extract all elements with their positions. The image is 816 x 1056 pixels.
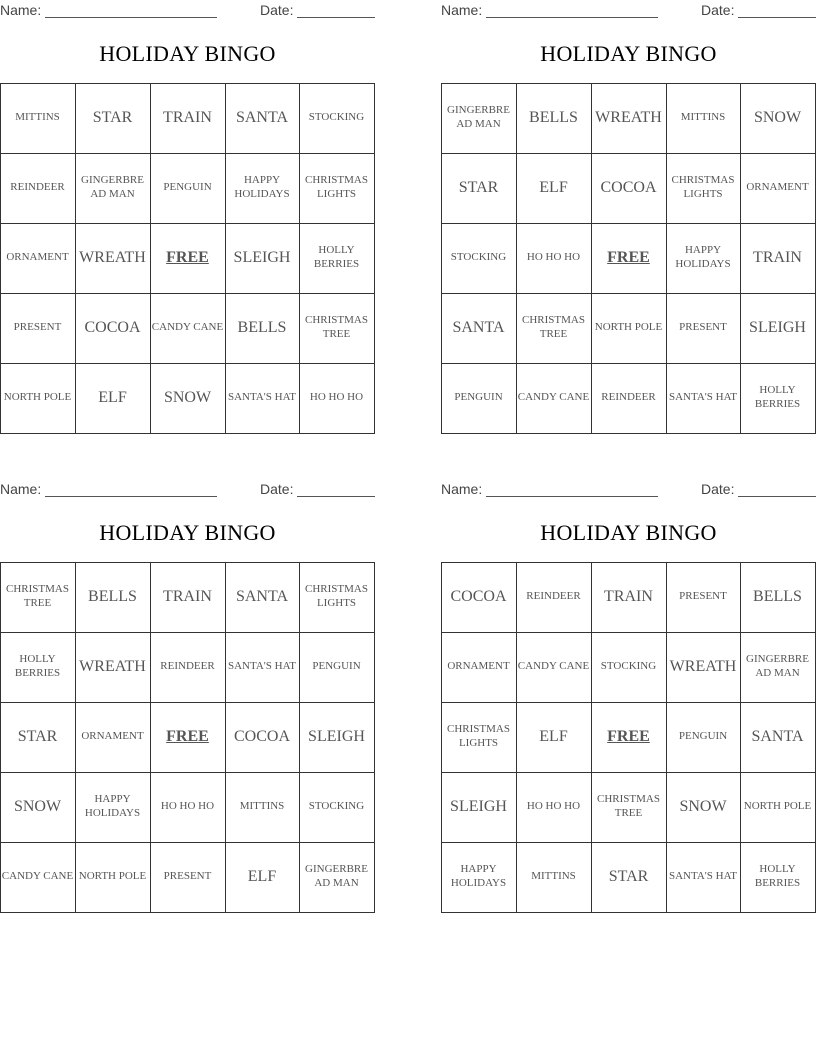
- bingo-cell: [516, 293, 592, 364]
- bingo-cell-text: STAR: [92, 109, 133, 126]
- bingo-cell-text: MITTINS: [531, 870, 576, 883]
- bingo-cell-text: NORTH POLE: [3, 391, 72, 404]
- bingo-cell: [0, 83, 76, 154]
- bingo-cell-text: SANTA'S HAT: [668, 870, 738, 883]
- bingo-cell: [75, 363, 151, 434]
- bingo-cell-text: CHRISTMAS TREE: [522, 314, 585, 340]
- bingo-cell-text: CHRISTMAS LIGHTS: [305, 583, 368, 609]
- bingo-cell-text: NORTH POLE: [78, 870, 147, 883]
- bingo-cell-text: MITTINS: [239, 800, 285, 813]
- bingo-cell: [740, 632, 816, 703]
- bingo-cell-text: ELF: [98, 389, 127, 406]
- date-label: Date:: [701, 2, 735, 18]
- bingo-cell-text: SANTA: [235, 588, 289, 605]
- name-line: [486, 17, 658, 18]
- bingo-cell-text: REINDEER: [10, 181, 65, 194]
- bingo-cell: [591, 153, 667, 224]
- bingo-cell: [740, 363, 816, 434]
- bingo-cell: [75, 842, 151, 913]
- bingo-cell-text: STOCKING: [308, 111, 365, 124]
- bingo-cell-text: HOLLY BERRIES: [313, 244, 360, 270]
- bingo-cell-text: HAPPY HOLIDAYS: [675, 244, 731, 270]
- bingo-cell-text: HO HO HO: [160, 800, 215, 813]
- bingo-cell: [75, 293, 151, 364]
- bingo-cell: [150, 772, 226, 843]
- name-label: Name:: [441, 2, 483, 18]
- bingo-cell-text: PENGUIN: [312, 660, 361, 673]
- bingo-cell: [740, 83, 816, 154]
- bingo-cell-text: MITTINS: [680, 111, 726, 124]
- bingo-cell-text: CANDY CANE: [151, 321, 224, 334]
- name-date-row: [0, 481, 375, 499]
- bingo-cell-text: ORNAMENT: [6, 251, 69, 264]
- bingo-cell: [591, 363, 667, 434]
- bingo-cell: [0, 842, 76, 913]
- bingo-cell: [150, 562, 226, 633]
- bingo-cell-text: TRAIN: [604, 588, 653, 605]
- bingo-cell-text: CHRISTMAS TREE: [6, 583, 69, 609]
- bingo-cell: [666, 842, 741, 913]
- bingo-cell-text: SNOW: [753, 109, 802, 126]
- bingo-cell: [0, 702, 76, 773]
- bingo-cell: [740, 223, 816, 294]
- bingo-card-3: [0, 479, 375, 914]
- bingo-cell-text: PRESENT: [679, 321, 727, 334]
- bingo-cell-text: CANDY CANE: [517, 660, 590, 673]
- bingo-cell-text: TRAIN: [163, 109, 212, 126]
- bingo-cell: [0, 632, 76, 703]
- bingo-cell-text: PRESENT: [163, 870, 212, 883]
- bingo-cell: [441, 363, 517, 434]
- name-date-row: [441, 2, 816, 20]
- name-date-row: [441, 481, 816, 499]
- bingo-cell: [591, 562, 667, 633]
- date-line: [738, 496, 816, 497]
- bingo-cell: [75, 702, 151, 773]
- date-label: Date:: [701, 481, 735, 497]
- free-space: [591, 702, 667, 773]
- bingo-cell-text: CANDY CANE: [517, 391, 590, 404]
- name-label: Name:: [0, 2, 42, 18]
- bingo-cell-text: CANDY CANE: [1, 870, 74, 883]
- free-space: [591, 223, 667, 294]
- bingo-cell: [75, 83, 151, 154]
- date-line: [297, 496, 375, 497]
- bingo-cell-text: COCOA: [233, 728, 290, 745]
- bingo-cell: [150, 632, 226, 703]
- bingo-cell: [740, 153, 816, 224]
- bingo-cell-text: SLEIGH: [450, 798, 507, 815]
- bingo-cell-text: FREE: [166, 728, 209, 745]
- bingo-cell-text: SNOW: [679, 798, 727, 815]
- bingo-cell: [75, 562, 151, 633]
- bingo-cell: [0, 562, 76, 633]
- bingo-cell-text: TRAIN: [753, 249, 802, 266]
- bingo-cell: [0, 363, 76, 434]
- bingo-cell: [666, 632, 741, 703]
- bingo-cell: [441, 293, 517, 364]
- name-line: [45, 17, 217, 18]
- bingo-cell-text: ORNAMENT: [81, 730, 144, 743]
- bingo-cell-text: HO HO HO: [309, 391, 364, 404]
- bingo-cell: [299, 632, 375, 703]
- bingo-cell: [225, 153, 300, 224]
- bingo-cell-text: GINGERBRE AD MAN: [746, 653, 809, 679]
- bingo-cell-text: GINGERBRE AD MAN: [447, 104, 510, 130]
- bingo-cell-text: NORTH POLE: [594, 321, 663, 334]
- bingo-cell-text: ELF: [247, 868, 277, 885]
- bingo-cell: [441, 632, 517, 703]
- bingo-cell-text: SANTA'S HAT: [227, 660, 297, 673]
- bingo-grid: [0, 562, 375, 913]
- bingo-cell: [591, 772, 667, 843]
- bingo-cell-text: SNOW: [13, 798, 62, 815]
- bingo-cell: [666, 363, 741, 434]
- bingo-cell-text: HAPPY HOLIDAYS: [234, 174, 290, 200]
- bingo-cell: [0, 293, 76, 364]
- bingo-cell: [591, 842, 667, 913]
- bingo-cell-text: COCOA: [600, 179, 657, 196]
- bingo-cell: [225, 293, 300, 364]
- bingo-cell: [516, 632, 592, 703]
- bingo-cell-text: BELLS: [753, 588, 802, 605]
- bingo-cell: [225, 772, 300, 843]
- bingo-cell-text: BELLS: [529, 109, 578, 126]
- bingo-cell-text: STOCKING: [450, 251, 507, 264]
- bingo-cell: [75, 632, 151, 703]
- bingo-cell: [299, 223, 375, 294]
- bingo-cell-text: ORNAMENT: [447, 660, 510, 673]
- bingo-cell: [666, 702, 741, 773]
- bingo-card-4: [441, 479, 816, 914]
- bingo-card-2: [441, 0, 816, 435]
- bingo-cell: [150, 363, 226, 434]
- bingo-cell: [740, 772, 816, 843]
- bingo-cell: [150, 153, 226, 224]
- bingo-cell-text: HOLLY BERRIES: [754, 863, 801, 889]
- bingo-cell-text: GINGERBRE AD MAN: [81, 174, 144, 200]
- bingo-cell-text: SNOW: [163, 389, 212, 406]
- bingo-cell-text: SANTA: [751, 728, 804, 745]
- bingo-cell: [441, 702, 517, 773]
- bingo-cell: [225, 83, 300, 154]
- bingo-cell: [299, 842, 375, 913]
- bingo-cell: [441, 83, 517, 154]
- date-label: Date:: [260, 2, 294, 18]
- bingo-cell: [75, 223, 151, 294]
- bingo-cell: [150, 842, 226, 913]
- bingo-cell-text: HOLLY BERRIES: [754, 384, 801, 410]
- bingo-cell: [740, 842, 816, 913]
- bingo-cell-text: PENGUIN: [678, 730, 728, 743]
- bingo-cell: [225, 562, 300, 633]
- bingo-cell-text: WREATH: [79, 658, 146, 675]
- bingo-cell: [0, 153, 76, 224]
- bingo-cell-text: SANTA'S HAT: [668, 391, 738, 404]
- bingo-cell: [0, 223, 76, 294]
- bingo-cell-text: ELF: [539, 179, 568, 196]
- bingo-cell: [225, 632, 300, 703]
- name-line: [45, 496, 217, 497]
- bingo-cell-text: BELLS: [237, 319, 287, 336]
- bingo-cell-text: HAPPY HOLIDAYS: [84, 793, 141, 819]
- bingo-cell: [516, 702, 592, 773]
- bingo-cell-text: WREATH: [79, 249, 146, 266]
- bingo-cell-text: MITTINS: [15, 111, 60, 124]
- bingo-cell: [516, 223, 592, 294]
- free-space: [150, 223, 226, 294]
- bingo-cell: [299, 363, 375, 434]
- bingo-cell: [441, 772, 517, 843]
- bingo-cell-text: REINDEER: [526, 590, 581, 603]
- bingo-cell-text: SLEIGH: [749, 319, 806, 336]
- bingo-cell: [441, 223, 517, 294]
- bingo-cell-text: PENGUIN: [454, 391, 503, 404]
- bingo-cell-text: CHRISTMAS TREE: [597, 793, 660, 819]
- bingo-cell: [225, 363, 300, 434]
- name-date-row: [0, 2, 375, 20]
- bingo-grid: [441, 562, 816, 913]
- card-title: HOLIDAY BINGO: [540, 41, 717, 66]
- bingo-cell: [591, 83, 667, 154]
- bingo-cell: [441, 562, 517, 633]
- free-space: [150, 702, 226, 773]
- bingo-cell: [516, 153, 592, 224]
- bingo-cell: [299, 772, 375, 843]
- bingo-cell-text: FREE: [607, 728, 650, 745]
- bingo-cell: [516, 562, 592, 633]
- bingo-cell: [299, 83, 375, 154]
- bingo-cell-text: PRESENT: [13, 321, 62, 334]
- bingo-cell: [666, 153, 741, 224]
- bingo-cell-text: NORTH POLE: [743, 800, 812, 813]
- bingo-cell-text: WREATH: [669, 658, 737, 675]
- bingo-cell: [516, 83, 592, 154]
- bingo-cell: [0, 772, 76, 843]
- name-label: Name:: [0, 481, 42, 497]
- bingo-cell-text: REINDEER: [160, 660, 215, 673]
- bingo-cell-text: CHRISTMAS TREE: [305, 314, 368, 340]
- bingo-cell-text: REINDEER: [601, 391, 656, 404]
- bingo-cell: [441, 153, 517, 224]
- bingo-cell-text: BELLS: [88, 588, 137, 605]
- bingo-cell: [591, 293, 667, 364]
- bingo-cell-text: CHRISTMAS LIGHTS: [447, 723, 510, 749]
- bingo-cell: [740, 702, 816, 773]
- bingo-cell-text: ORNAMENT: [746, 181, 809, 194]
- bingo-cell-text: GINGERBRE AD MAN: [305, 863, 368, 889]
- bingo-cell: [740, 293, 816, 364]
- bingo-cell-text: PRESENT: [679, 590, 727, 603]
- bingo-cell: [591, 632, 667, 703]
- bingo-cell-text: WREATH: [595, 109, 662, 126]
- bingo-cell: [666, 293, 741, 364]
- bingo-cell-text: SLEIGH: [308, 728, 365, 745]
- bingo-cell-text: HO HO HO: [526, 800, 581, 813]
- bingo-cell-text: SANTA: [235, 109, 289, 126]
- bingo-cell-text: HOLLY BERRIES: [14, 653, 61, 679]
- bingo-cell: [150, 293, 226, 364]
- bingo-cell: [516, 363, 592, 434]
- bingo-cell-text: CHRISTMAS LIGHTS: [305, 174, 368, 200]
- bingo-cell: [299, 293, 375, 364]
- date-line: [297, 17, 375, 18]
- bingo-cell: [225, 702, 300, 773]
- bingo-cell: [666, 223, 741, 294]
- bingo-cell: [75, 153, 151, 224]
- date-line: [738, 17, 816, 18]
- bingo-cell-text: FREE: [607, 249, 650, 266]
- bingo-cell-text: PENGUIN: [163, 181, 212, 194]
- bingo-cell-text: STAR: [608, 868, 649, 885]
- bingo-cell: [441, 842, 517, 913]
- date-label: Date:: [260, 481, 294, 497]
- bingo-cell-text: HAPPY HOLIDAYS: [450, 863, 507, 889]
- bingo-cell-text: SANTA'S HAT: [227, 391, 297, 404]
- bingo-cell-text: STAR: [458, 179, 499, 196]
- bingo-cell-text: SANTA: [452, 319, 505, 336]
- bingo-cell: [666, 772, 741, 843]
- bingo-cell-text: STOCKING: [308, 800, 365, 813]
- bingo-cell: [75, 772, 151, 843]
- bingo-grid: [441, 83, 816, 434]
- bingo-cell-text: STAR: [17, 728, 58, 745]
- bingo-cell: [516, 772, 592, 843]
- bingo-cell: [666, 562, 741, 633]
- bingo-card-1: [0, 0, 375, 435]
- bingo-cell: [225, 842, 300, 913]
- bingo-cell: [516, 842, 592, 913]
- card-title: HOLIDAY BINGO: [540, 520, 717, 545]
- bingo-cell: [666, 83, 741, 154]
- bingo-cell: [299, 702, 375, 773]
- name-label: Name:: [441, 481, 483, 497]
- bingo-cell-text: FREE: [166, 249, 209, 266]
- bingo-cell-text: ELF: [539, 728, 568, 745]
- bingo-cell-text: SLEIGH: [233, 249, 291, 266]
- bingo-cell: [150, 83, 226, 154]
- bingo-cell: [225, 223, 300, 294]
- bingo-cell: [740, 562, 816, 633]
- bingo-cell-text: COCOA: [84, 319, 141, 336]
- bingo-cell: [299, 153, 375, 224]
- card-title: HOLIDAY BINGO: [99, 520, 276, 545]
- bingo-cell-text: CHRISTMAS LIGHTS: [671, 174, 735, 200]
- bingo-cell-text: COCOA: [450, 588, 507, 605]
- name-line: [486, 496, 658, 497]
- bingo-grid: [0, 83, 375, 434]
- bingo-cell-text: STOCKING: [600, 660, 657, 673]
- bingo-cell-text: HO HO HO: [526, 251, 581, 264]
- bingo-cell-text: TRAIN: [163, 588, 212, 605]
- bingo-cell: [299, 562, 375, 633]
- card-title: HOLIDAY BINGO: [99, 41, 276, 66]
